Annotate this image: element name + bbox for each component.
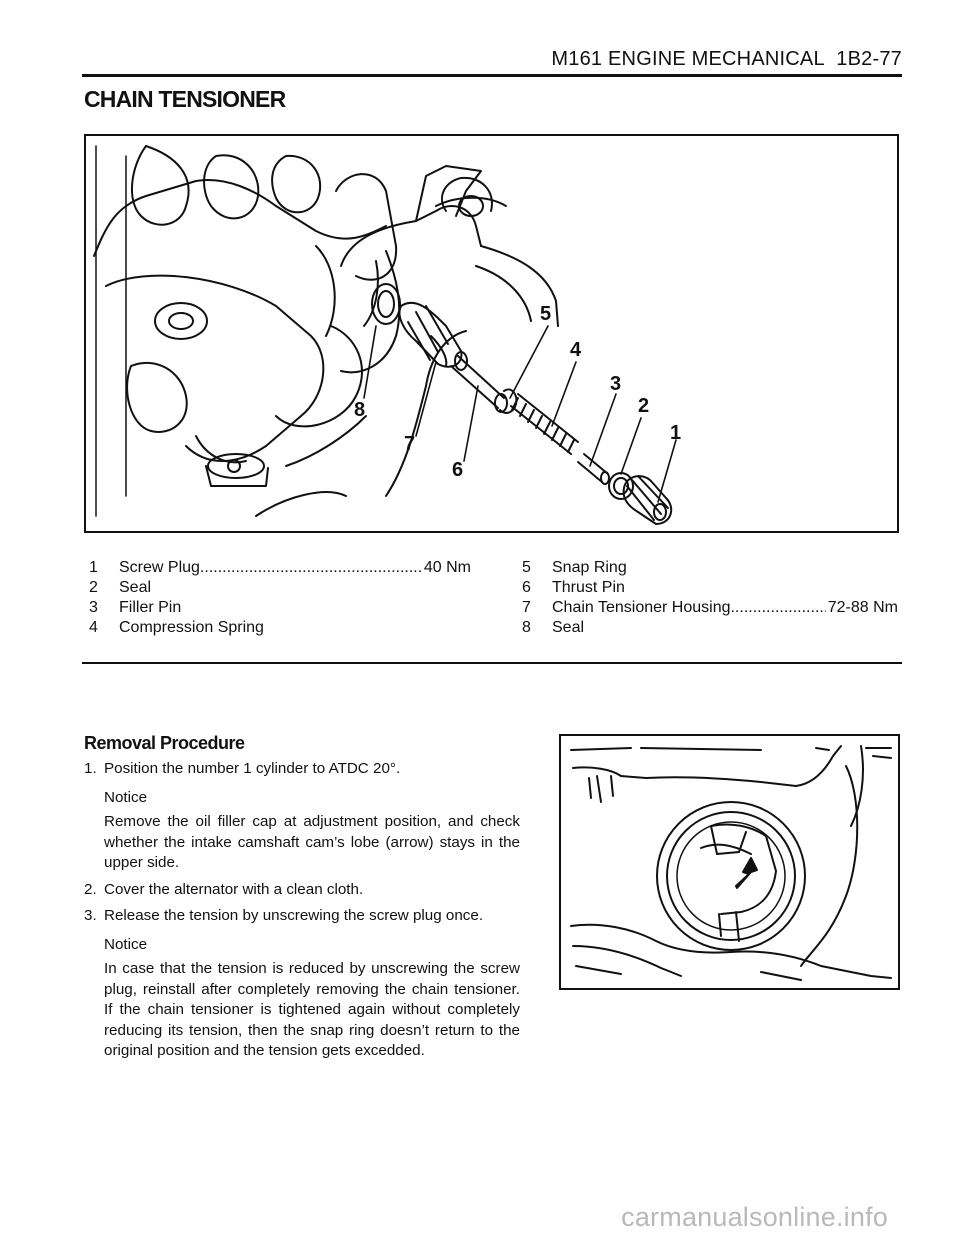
notice-text: Remove the oil filler cap at adjustment position, and check whether the intake camshaft cam’s lobe (arrow) stays in the upper side. (104, 813, 520, 871)
legend-item: 1 Screw Plug ..... 40 Nm (89, 558, 471, 578)
legend-item: 6 Thrust Pin (522, 579, 625, 596)
watermark: carmanualsonline.info (621, 1202, 888, 1232)
legend-item: 3 Filler Pin (89, 599, 182, 616)
callout-3: 3 (610, 373, 622, 395)
legend-item: 8 Seal (522, 619, 585, 636)
callout-1: 1 (670, 422, 682, 444)
legend-item: 4 Compression Spring (89, 619, 264, 636)
tensioner-drawing (86, 136, 897, 531)
step-2: 2. Cover the alternator with a clean cloth. (84, 880, 364, 898)
legend-item: 5 Snap Ring (522, 559, 627, 576)
removal-heading: Removal Procedure (84, 733, 245, 753)
legend-item: 2 Seal (89, 579, 152, 596)
header-section: M161 ENGINE MECHANICAL (551, 48, 825, 70)
step-1: 1. Position the number 1 cylinder to ATDC 20°. (84, 760, 401, 777)
section-divider (82, 662, 902, 664)
header-rule (82, 74, 902, 77)
callout-7: 7 (404, 433, 416, 455)
page-header (551, 48, 902, 71)
header-page-number: 1B2-77 (836, 48, 902, 70)
callout-2: 2 (638, 395, 650, 417)
removal-procedure (84, 759, 520, 1068)
parts-legend-right (522, 558, 898, 638)
callout-5: 5 (540, 303, 552, 325)
seal-2 (609, 473, 633, 499)
spring-4 (511, 394, 578, 454)
legend-item: 7 Chain Tensioner Housing ..... 72-88 Nm (522, 598, 898, 618)
arrow-icon (736, 858, 757, 888)
callout-6: 6 (452, 459, 464, 481)
callout-8: 8 (354, 399, 366, 421)
exploded-diagram (84, 134, 899, 533)
oil-filler-illustration (559, 734, 900, 990)
section-title: CHAIN TENSIONER (84, 86, 286, 112)
notice-heading: Notice (104, 788, 148, 806)
notice-text: In case that the tension is reduced by unscrewing the screw plug, reinstall after completely removing the chain tensioner. If the chain tensioner is tightened again without completely reducing its tension, then the snap ring doesn’t return to the original position and the tension gets excedded. (104, 960, 520, 1059)
callout-4: 4 (570, 339, 582, 361)
step-3: 3. Release the tension by unscrewing the screw plug once. (84, 907, 484, 924)
notice-heading: Notice (104, 935, 148, 953)
camshaft-lobe-drawing (561, 736, 898, 988)
parts-legend-left (89, 558, 471, 638)
